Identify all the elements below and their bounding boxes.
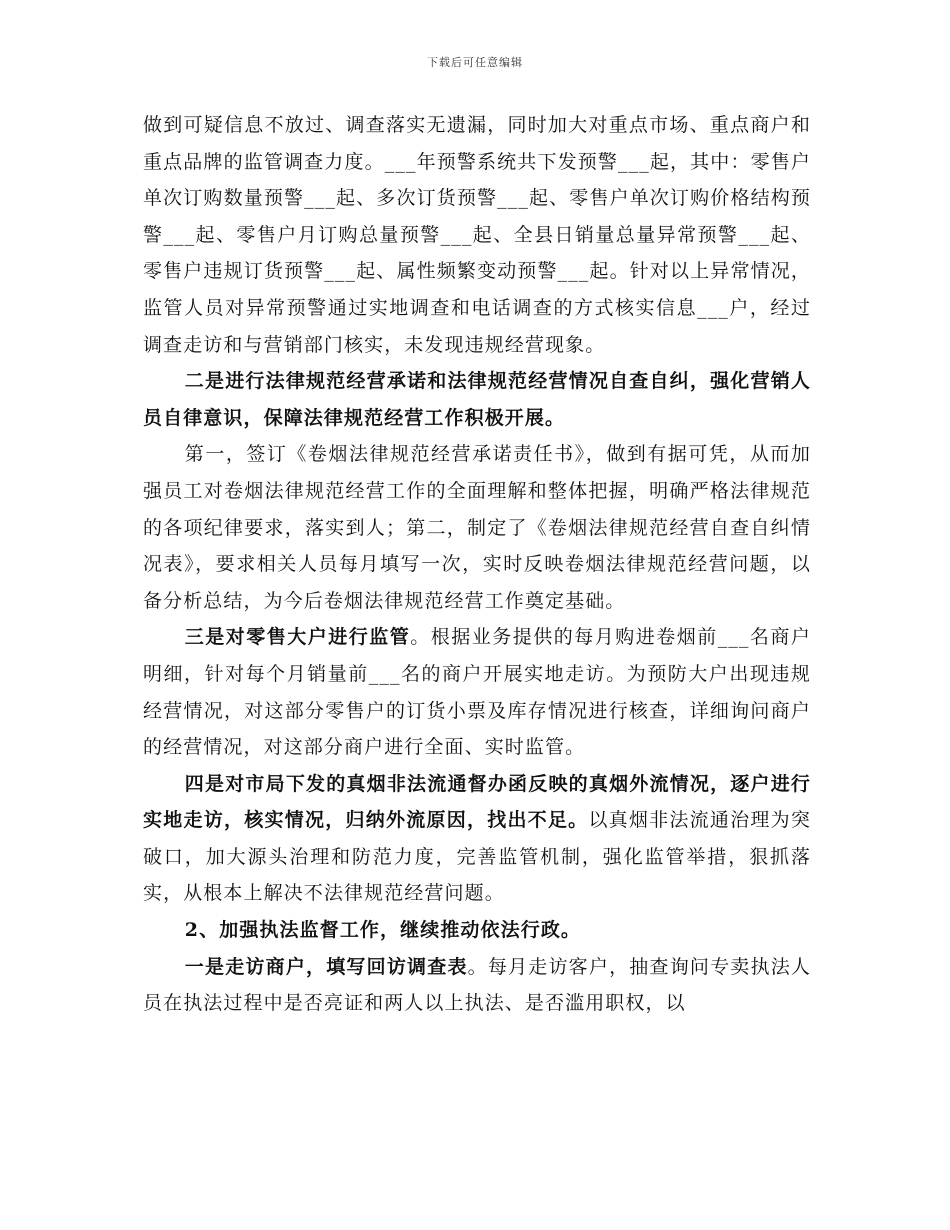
document-body <box>143 107 811 1022</box>
paragraph-lead: 二是进行法律规范经营承诺和法律规范经营情况自查自纠，强化营销人员自律意识，保障法律规范经营工作积极开展。 <box>143 370 811 429</box>
header-text: 下载后可任意编辑 <box>427 56 523 69</box>
paragraph-lead: 一是走访商户，填写回访调查表 <box>184 955 468 978</box>
paragraph-text: 。每月走访客户，抽查询问专卖执法人员在执法过程中是否亮证和两人以上执法、是否滥用职权，以 <box>143 955 812 1015</box>
paragraph-commitment <box>143 436 811 619</box>
page-header <box>0 54 950 70</box>
paragraph-text: 第一，签订《卷烟法律规范经营承诺责任书》，做到有据可凭，从而加强员工对卷烟法律规范经营工作的全面理解和整体把握，明确严格法律规范的各项纪律要求，落实到人；第二，制定了《卷烟法律规范经营自查自纠情况表》，要求相关人员每月填写一次，实时反映卷烟法律规范经营问题，以备分析总结，为今后卷烟法律规范经营工作奠定基础。 <box>143 443 811 612</box>
paragraph-text: 以真烟非法流通治理为突破口，加大源头治理和防范力度，完善监管机制，强化监管举措，狠抓落实，从根本上解决不法律规范经营问题。 <box>143 809 812 905</box>
paragraph-continuation <box>143 107 811 363</box>
paragraph-lead: 四是对市局下发的真烟非法流通督办函反映的真烟外流情况，逐户进行实地走访，核实情况，归纳外流原因，找出不足。 <box>143 772 811 832</box>
paragraph-heading-two <box>143 363 811 436</box>
section-heading <box>143 912 811 949</box>
paragraph-heading-one <box>143 949 811 1022</box>
paragraph-text: 。根据业务提供的每月购进卷烟前___名商户明细，针对每个月销量前___名的商户开展实地走访。为预防大户出现违规经营情况，对这部分零售户的订货小票及库存情况进行核查，详细询问商户的经营情况，对这部分商户进行全面、实时监管。 <box>143 626 811 759</box>
paragraph-heading-three <box>143 619 811 765</box>
section-heading-text: 2、加强执法监督工作，继续推动依法行政。 <box>184 919 582 942</box>
paragraph-text: 做到可疑信息不放过、调查落实无遗漏，同时加大对重点市场、重点商户和重点品牌的监管调查力度。___年预警系统共下发预警___起，其中：零售户单次订购数量预警___起、多次订货预警___起、零售户单次订购价格结构预警___起、零售户月订购总量预警___起、全县日销量总量异常预警___起、零售户违规订货预警___起、属性频繁变动预警___起。针对以上异常情况，监管人员对异常预警通过实地调查和电话调查的方式核实信息___户，经过调查走访和与营销部门核实，未发现违规经营现象。 <box>143 114 811 356</box>
paragraph-heading-four <box>143 766 811 912</box>
paragraph-lead: 三是对零售大户进行监管 <box>184 626 411 649</box>
